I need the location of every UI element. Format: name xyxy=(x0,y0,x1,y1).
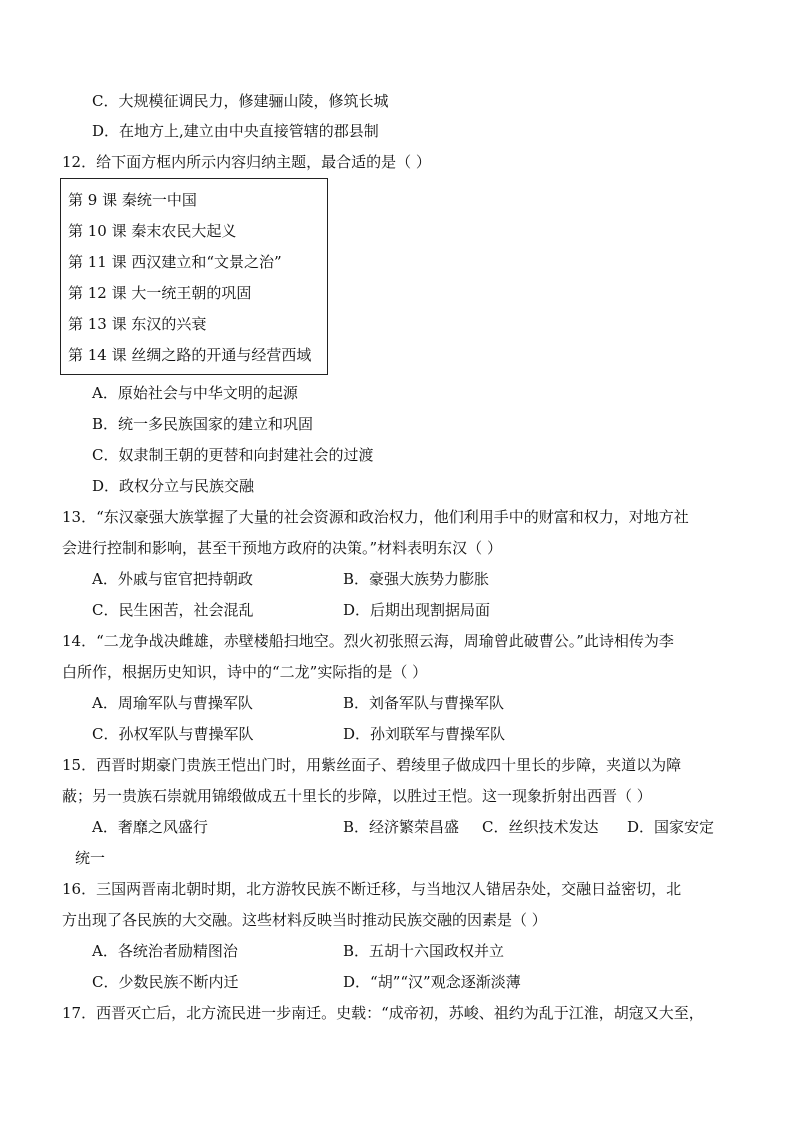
q12-lesson-box xyxy=(60,178,328,375)
q14-stem-line1: 14．“二龙争战决雌雄，赤壁楼船扫地空。烈火初张照云海，周瑜曾此破曹公。”此诗相传为李 xyxy=(62,632,674,650)
q13-option-d: D．后期出现割据局面 xyxy=(343,601,491,619)
lesson-item: 第 14 课 丝绸之路的开通与经营西域 xyxy=(68,346,312,364)
q12-stem: 12．给下面方框内所示内容归纳主题，最合适的是（ ） xyxy=(62,153,431,171)
q14-option-b: B．刘备军队与曹操军队 xyxy=(343,694,505,712)
q13-option-b: B．豪强大族势力膨胀 xyxy=(343,570,490,588)
q12-option-c: C．奴隶制王朝的更替和向封建社会的过渡 xyxy=(92,446,374,464)
lesson-item: 第 10 课 秦末农民大起义 xyxy=(68,222,237,240)
q11-option-c: C．大规模征调民力，修建骊山陵，修筑长城 xyxy=(92,92,389,110)
q15-stem-line1: 15．西晋时期豪门贵族王恺出门时，用紫丝面子、碧绫里子做成四十里长的步障，夹道以为障 xyxy=(62,756,682,774)
q12-option-a: A．原始社会与中华文明的起源 xyxy=(92,384,298,402)
q16-option-c: C．少数民族不断内迁 xyxy=(92,973,239,991)
q12-option-d: D．政权分立与民族交融 xyxy=(92,477,255,495)
q12-option-b: B．统一多民族国家的建立和巩固 xyxy=(92,415,314,433)
lesson-item: 第 9 课 秦统一中国 xyxy=(68,191,197,209)
q11-option-d: D．在地方上,建立由中央直接管辖的郡县制 xyxy=(92,122,379,140)
q14-option-c: C．孙权军队与曹操军队 xyxy=(92,725,254,743)
q15-stem-line2: 蔽；另一贵族石崇就用锦缎做成五十里长的步障，以胜过王恺。这一现象折射出西晋（ ） xyxy=(62,787,652,805)
q15-option-d: D．国家安定 xyxy=(627,818,715,836)
q14-option-a: A．周瑜军队与曹操军队 xyxy=(92,694,253,712)
q17-stem-line1: 17．西晋灭亡后，北方流民进一步南迁。史载：“成帝初，苏峻、祖约为乱于江淮，胡寇又大至， xyxy=(62,1004,704,1022)
q13-option-a: A．外戚与宦官把持朝政 xyxy=(92,570,253,588)
q15-option-c: C．丝织技术发达 xyxy=(482,818,599,836)
q13-stem-line1: 13．“东汉豪强大族掌握了大量的社会资源和政治权力，他们利用手中的财富和权力，对地方社 xyxy=(62,508,689,526)
q13-stem-line2: 会进行控制和影响，甚至干预地方政府的决策。”材料表明东汉（ ） xyxy=(62,539,502,557)
q16-stem-line2: 方出现了各民族的大交融。这些材料反映当时推动民族交融的因素是（ ） xyxy=(62,911,547,929)
q16-option-d: D．“胡”“汉”观念逐渐淡薄 xyxy=(343,973,521,991)
q15-option-b: B．经济繁荣昌盛 xyxy=(343,818,460,836)
q14-option-d: D．孙刘联军与曹操军队 xyxy=(343,725,506,743)
q13-option-c: C．民生困苦，社会混乱 xyxy=(92,601,254,619)
q15-option-a: A．奢靡之风盛行 xyxy=(92,818,208,836)
q16-option-a: A．各统治者励精图治 xyxy=(92,942,238,960)
q16-option-b: B．五胡十六国政权并立 xyxy=(343,942,505,960)
q14-stem-line2: 白所作，根据历史知识，诗中的“二龙”实际指的是（ ） xyxy=(62,663,428,681)
lesson-item: 第 12 课 大一统王朝的巩固 xyxy=(68,284,252,302)
q15-option-d-continued: 统一 xyxy=(75,849,106,867)
lesson-item: 第 11 课 西汉建立和“文景之治” xyxy=(68,253,282,271)
lesson-item: 第 13 课 东汉的兴衰 xyxy=(68,315,207,333)
q16-stem-line1: 16．三国两晋南北朝时期，北方游牧民族不断迁移，与当地汉人错居杂处，交融日益密切，北 xyxy=(62,880,682,898)
